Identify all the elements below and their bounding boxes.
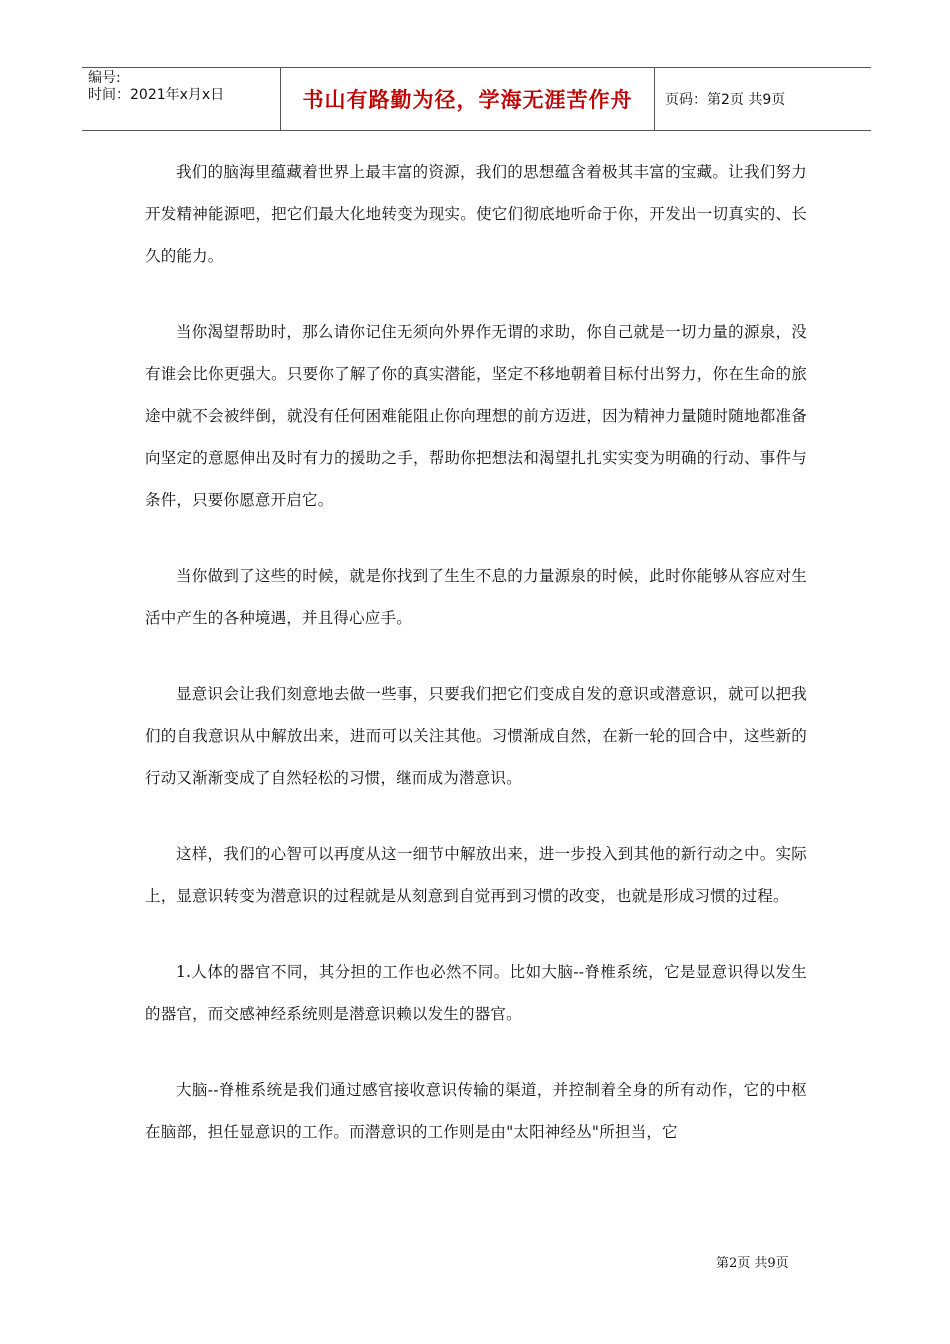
- paragraph-1: 我们的脑海里蕴藏着世界上最丰富的资源，我们的思想蕴含着极其丰富的宝藏。让我们努力开发精神能源吧，把它们最大化地转变为现实。使它们彻底地听命于你，开发出一切真实的、长久的能力。: [145, 163, 807, 265]
- paragraph-4: 显意识会让我们刻意地去做一些事，只要我们把它们变成自发的意识或潜意识，就可以把我们的自我意识从中解放出来，进而可以关注其他。习惯渐成自然，在新一轮的回合中，这些新的行动又渐渐变成了自然轻松的习惯，继而成为潜意识。: [145, 685, 807, 787]
- paragraph-5: 这样，我们的心智可以再度从这一细节中解放出来，进一步投入到其他的新行动之中。实际上，显意识转变为潜意识的过程就是从刻意到自觉再到习惯的改变，也就是形成习惯的过程。: [145, 845, 807, 905]
- header-meta: [82, 68, 281, 130]
- paragraph-6: 1.人体的器官不同，其分担的工作也必然不同。比如大脑--脊椎系统，它是显意识得以发生的器官，而交感神经系统则是潜意识赖以发生的器官。: [145, 963, 807, 1023]
- header-motto: 书山有路勤为径，学海无涯苦作舟: [281, 68, 655, 130]
- paragraph-2: 当你渴望帮助时，那么请你记住无须向外界作无谓的求助，你自己就是一切力量的源泉，没有谁会比你更强大。只要你了解了你的真实潜能，坚定不移地朝着目标付出努力，你在生命的旅途中就不会被绊倒，就没有任何困难能阻止你向理想的前方迈进，因为精神力量随时随地都准备向坚定的意愿伸出及时有力的援助之手，帮助你把想法和渴望扎扎实实变为明确的行动、事件与条件，只要你愿意开启它。: [145, 323, 807, 509]
- paragraph-3: 当你做到了这些的时候，就是你找到了生生不息的力量源泉的时候，此时你能够从容应对生活中产生的各种境遇，并且得心应手。: [145, 567, 807, 627]
- footer-page-number: 第2页 共9页: [716, 1256, 789, 1271]
- paragraph-7: 大脑--脊椎系统是我们通过感官接收意识传输的渠道，并控制着全身的所有动作，它的中枢在脑部，担任显意识的工作。而潜意识的工作则是由"太阳神经丛"所担当，它: [145, 1081, 807, 1141]
- header-page-info: 页码：第2页 共9页: [665, 92, 786, 108]
- time-label: 时间：2021年x月x日: [88, 87, 225, 103]
- document-header: [82, 67, 871, 131]
- document-body: [145, 151, 807, 1187]
- number-label: 编号:: [88, 70, 121, 86]
